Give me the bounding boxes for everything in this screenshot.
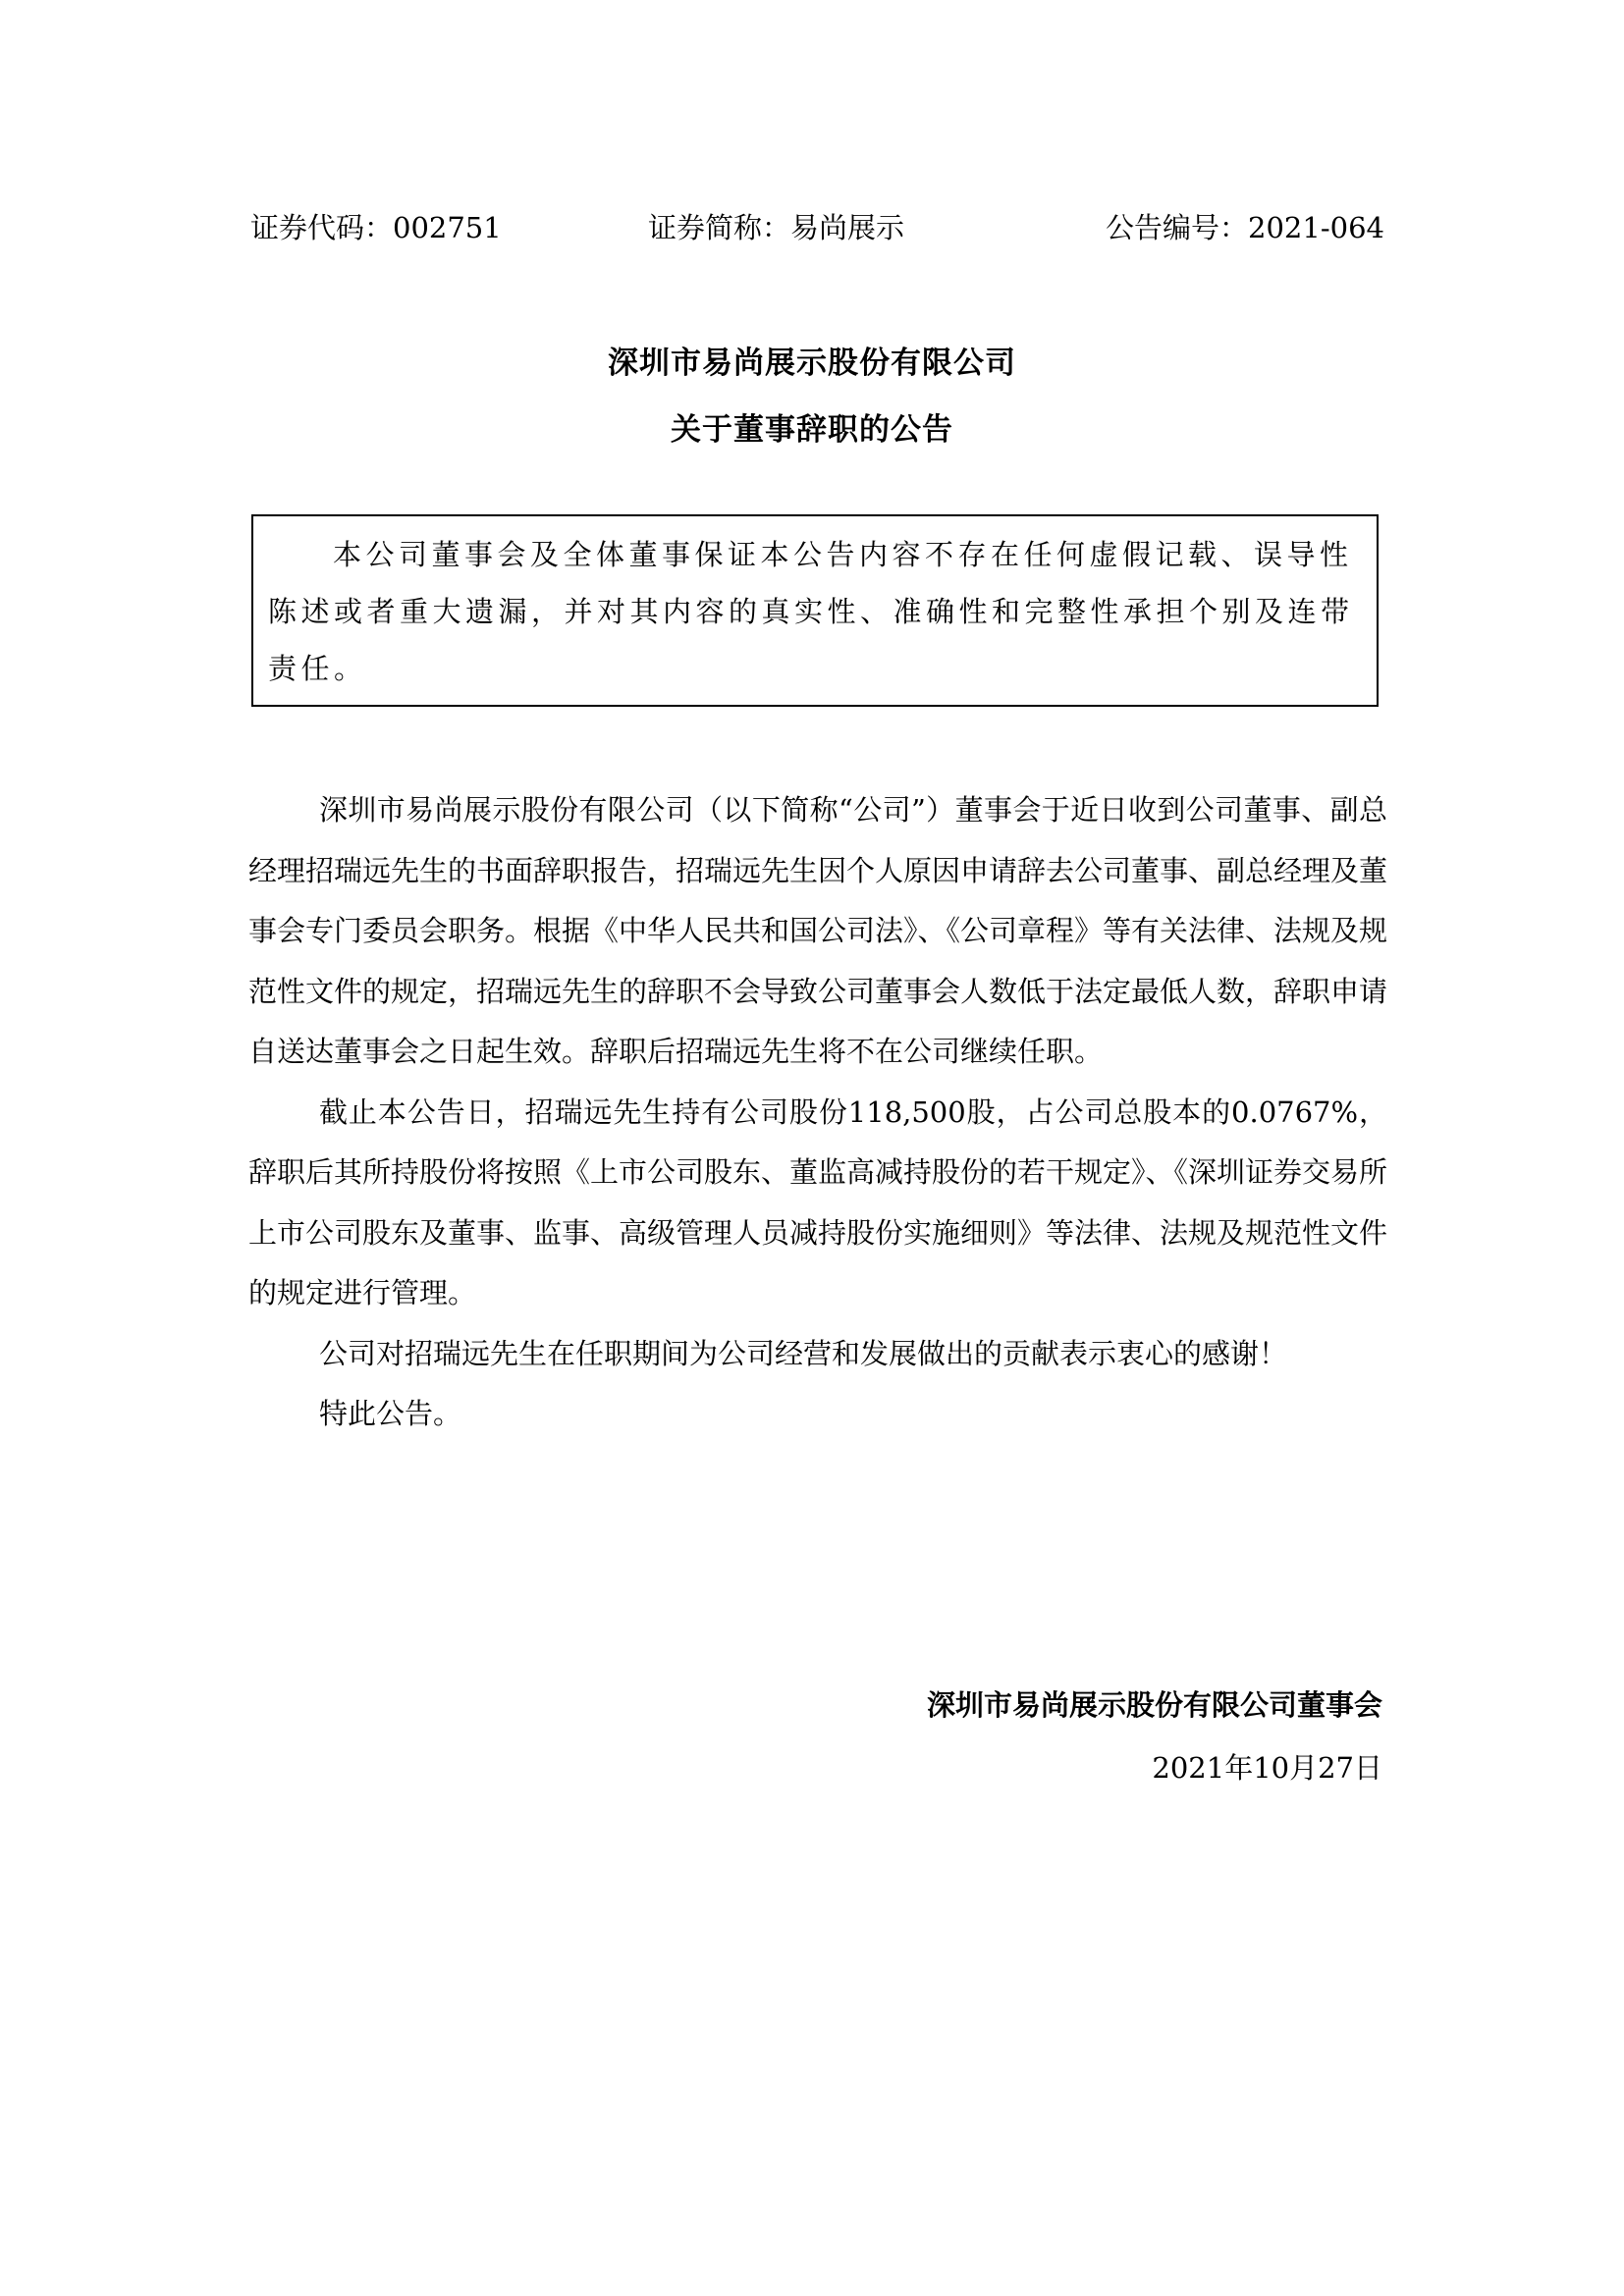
- disclaimer-box: 本公司董事会及全体董事保证本公告内容不存在任何虚假记载、误导性陈述或者重大遗漏，并对其内容的真实性、准确性和完整性承担个别及连带责任。: [251, 514, 1379, 707]
- announcement-body: [248, 780, 1387, 1445]
- announcement-subject: 关于董事辞职的公告: [671, 412, 953, 448]
- body-paragraph-thanks: 公司对招瑞远先生在任职期间为公司经营和发展做出的贡献表示衷心的感谢！: [319, 1336, 1288, 1370]
- body-paragraph-closing: 特此公告。: [319, 1397, 462, 1430]
- announcement-number: 公告编号：2021-064: [1106, 211, 1384, 244]
- signature-date: 2021年10月27日: [1152, 1751, 1382, 1785]
- company-title: 深圳市易尚展示股份有限公司: [608, 346, 1016, 381]
- signature-block: [927, 1674, 1382, 1799]
- body-paragraph-shareholding: 截止本公告日，招瑞远先生持有公司股份118,500股，占公司总股本的0.0767%，辞职后其所持股份将按照《上市公司股东、董监高减持股份的若干规定》、《深圳证券交易所上市公司股东及董事、监事、高级管理人员减持股份实施细则》等法律、法规及规范性文件的规定进行管理。: [248, 1095, 1388, 1309]
- stock-abbreviation: 证券简称：易尚展示: [648, 211, 905, 244]
- announcement-header: [250, 206, 1384, 249]
- stock-code: 证券代码：002751: [250, 211, 502, 244]
- signer: 深圳市易尚展示股份有限公司董事会: [926, 1688, 1382, 1722]
- body-paragraph-resignation: 深圳市易尚展示股份有限公司（以下简称“公司”）董事会于近日收到公司董事、副总经理招瑞远先生的书面辞职报告，招瑞远先生因个人原因申请辞去公司董事、副总经理及董事会专门委员会职务。根据《中华人民共和国公司法》、《公司章程》等有关法律、法规及规范性文件的规定，招瑞远先生的辞职不会导致公司董事会人数低于法定最低人数，辞职申请自送达董事会之日起生效。辞职后招瑞远先生将不在公司继续任职。: [248, 793, 1388, 1068]
